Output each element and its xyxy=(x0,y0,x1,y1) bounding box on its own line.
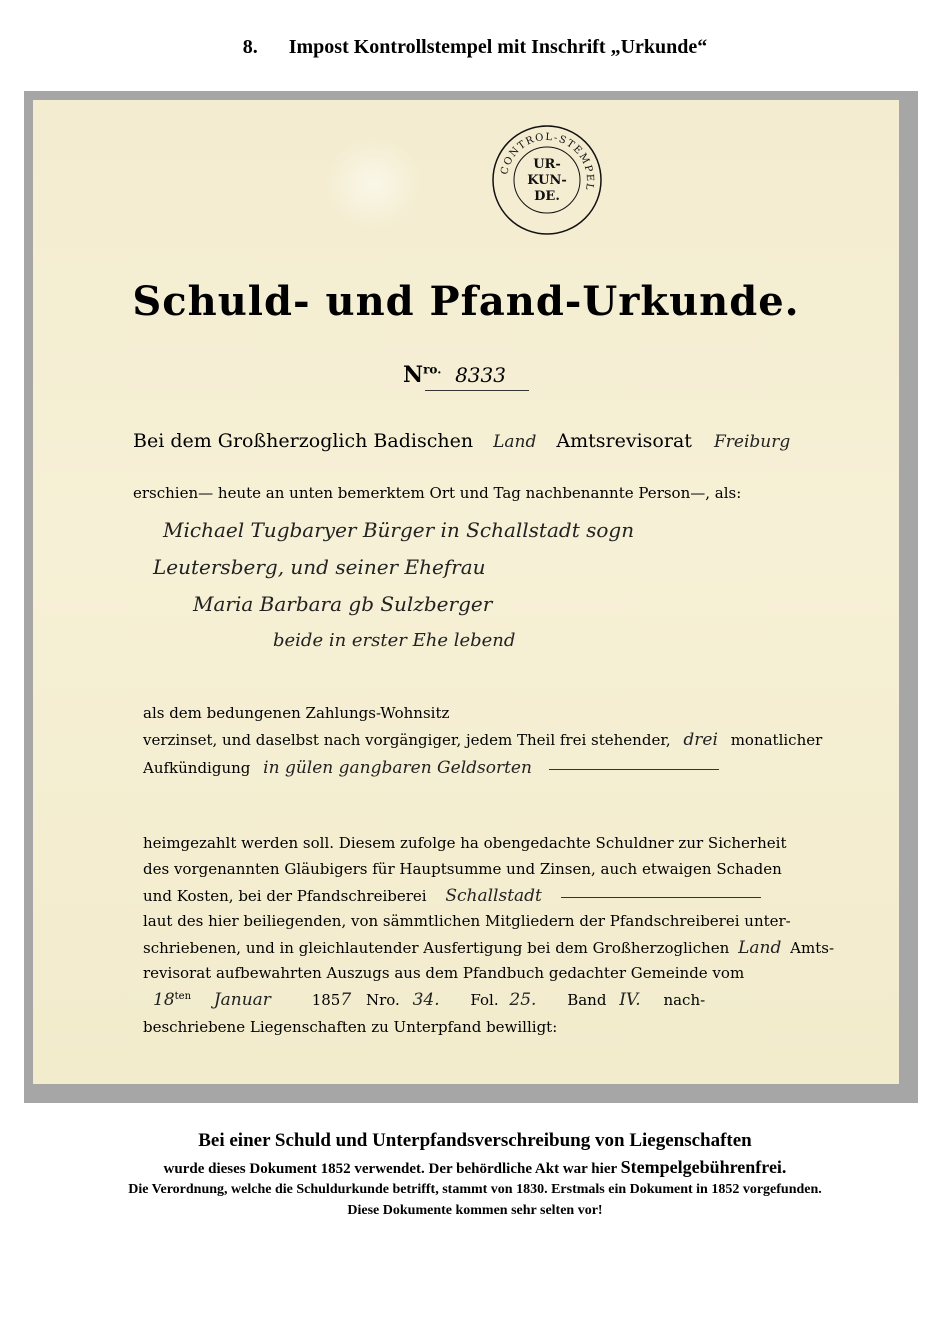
line-12 xyxy=(153,990,705,1010)
line-4 xyxy=(143,730,822,750)
line-4-text-b: monatlicher xyxy=(730,731,823,749)
line-8-text: und Kosten, bei der Pfandschreiberei xyxy=(143,887,427,905)
line-5-text: Aufkündigung xyxy=(143,759,251,777)
line-3-text: als dem bedungenen Zahlungs-Wohnsitz xyxy=(143,704,450,722)
control-stamp xyxy=(491,124,603,236)
line-6: heimgezahlt werden soll. Diesem zufolge ha obengedachte Schuldner zur Sicherheit xyxy=(143,834,787,852)
caption-line-2 xyxy=(0,1157,950,1178)
caption-line-2-emphasis: Stempelgebührenfrei. xyxy=(620,1157,787,1177)
line-10-hand: Land xyxy=(738,938,782,958)
line-8-rule xyxy=(561,897,761,898)
stamp-line-3: DE. xyxy=(534,189,560,204)
header-number: 8. xyxy=(242,36,258,58)
line-12-month: Januar xyxy=(213,990,271,1010)
hand-line-3: Maria Barbara gb Sulzberger xyxy=(193,592,493,616)
stamp-line-1: UR- xyxy=(533,157,561,172)
line-12-nro-hand: 34. xyxy=(412,990,440,1010)
page-header xyxy=(0,36,950,59)
line-9: laut des hier beiliegenden, von sämmtlichen Mitgliedern der Pfandschreiberei unter- xyxy=(143,912,791,930)
stamp-ring-text: CONTROL-STEMPEL xyxy=(499,131,596,193)
header-title: Impost Kontrollstempel mit Inschrift „Urkunde“ xyxy=(288,36,708,58)
hand-line-1: Michael Tugbaryer Bürger in Schallstadt sogn xyxy=(163,518,635,542)
hand-line-2: Leutersberg, und seiner Ehefrau xyxy=(153,555,486,579)
document-title: Schuld- und Pfand-Urkunde. xyxy=(132,278,800,325)
document-frame xyxy=(24,91,918,1103)
line-2: erschien— heute an unten bemerktem Ort und Tag nachbenannte Person—, als: xyxy=(133,484,742,502)
nr-underline xyxy=(425,390,529,391)
line-1-hand-2: Freiburg xyxy=(713,432,791,452)
line-1-text-a: Bei dem Großherzoglich Badischen xyxy=(133,430,474,452)
line-12-fol: Fol. xyxy=(470,991,499,1009)
line-7: des vorgenannten Gläubigers für Hauptsumme und Zinsen, auch etwaigen Schaden xyxy=(143,860,782,878)
line-1-hand: Land xyxy=(493,432,537,452)
line-11: revisorat aufbewahrten Auszugs aus dem Pfandbuch gedachter Gemeinde vom xyxy=(143,964,745,982)
line-5-hand: in gülen gangbaren Geldsorten xyxy=(263,758,532,778)
line-12-day: 18 xyxy=(153,990,175,1010)
line-12-band: Band xyxy=(567,991,607,1009)
line-12-end: nach- xyxy=(663,991,706,1009)
embossed-seal xyxy=(323,136,423,231)
line-10 xyxy=(143,938,834,958)
line-1-text-b: Amtsrevisorat xyxy=(556,430,692,452)
line-12-nro: Nro. xyxy=(365,991,400,1009)
nr-value: 8333 xyxy=(455,363,506,387)
caption-line-4: Diese Dokumente kommen sehr selten vor! xyxy=(347,1203,603,1218)
line-8-hand: Schallstadt xyxy=(445,886,542,906)
document-number xyxy=(403,362,506,388)
line-12-sup: ten xyxy=(174,991,192,1002)
line-5 xyxy=(143,758,719,778)
caption-line-3: Die Verordnung, welche die Schuldurkunde betrifft, stammt von 1830. Erstmals ein Dokument in 1852 vorgefunden. xyxy=(128,1182,822,1197)
nr-sup: ro. xyxy=(423,362,442,377)
line-12-band-hand: IV. xyxy=(619,990,641,1010)
line-10-text-a: schriebenen, und in gleichlautender Ausfertigung bei dem Großherzoglichen xyxy=(143,939,730,957)
stamp-line-2: KUN- xyxy=(527,173,567,188)
line-8 xyxy=(143,886,761,906)
line-12-year: 185 xyxy=(311,991,341,1009)
document-paper xyxy=(33,100,899,1084)
line-1 xyxy=(133,430,790,452)
caption-line-2-text: wurde dieses Dokument 1852 verwendet. Der behördliche Akt war hier xyxy=(163,1161,617,1177)
hand-line-4: beide in erster Ehe lebend xyxy=(273,630,516,651)
line-10-text-b: Amts- xyxy=(790,939,835,957)
caption-line-1: Bei einer Schuld und Unterpfandsverschreibung von Liegenschaften xyxy=(198,1130,752,1151)
line-3 xyxy=(143,704,449,722)
line-4-text-a: verzinset, und daselbst nach vorgängiger, jedem Theil frei stehender, xyxy=(143,731,671,749)
line-5-rule xyxy=(549,769,719,770)
line-12-fol-hand: 25. xyxy=(509,990,537,1010)
line-4-hand: drei xyxy=(683,730,718,750)
line-12-year-hand: 7 xyxy=(340,990,352,1010)
nr-label: N xyxy=(403,362,424,388)
line-13: beschriebene Liegenschaften zu Unterpfand bewilligt: xyxy=(143,1018,558,1036)
